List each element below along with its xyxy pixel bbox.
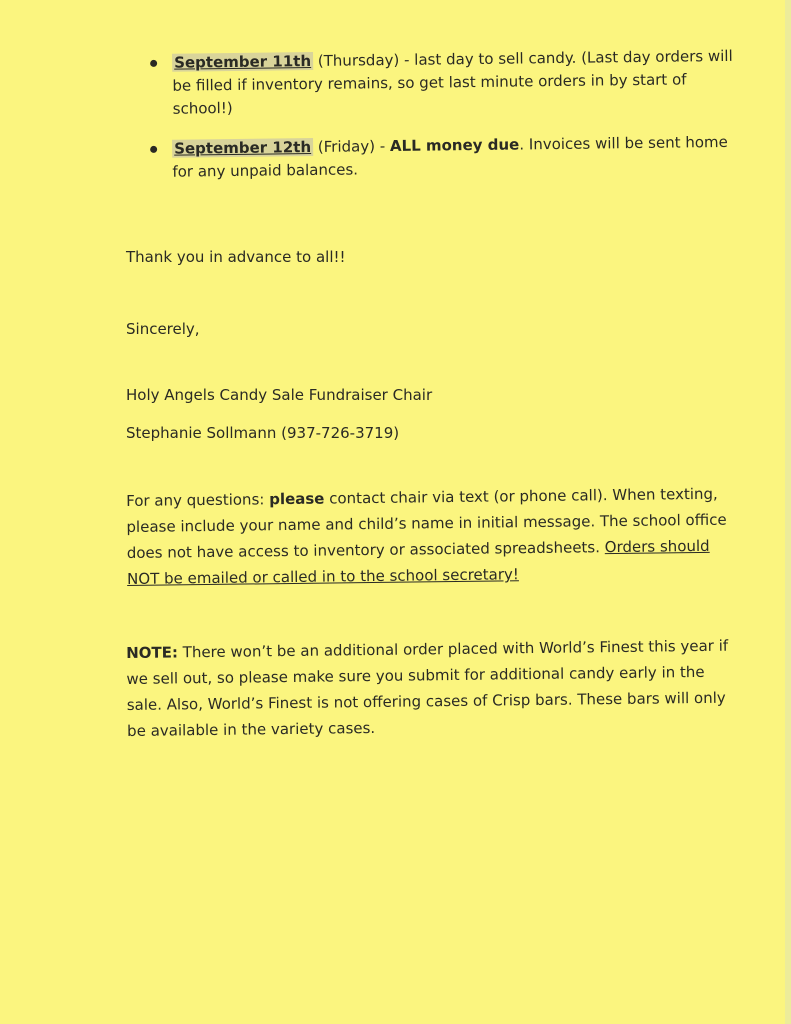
deadline-list bbox=[148, 46, 738, 201]
note-body: There won’t be an additional order placed with World’s Finest this year if we sell out, so please make sure you submit for additional candy early in the sale. Also, World’s Finest is not offering cases of Crisp bars. These bars will only be available in the variety cases. bbox=[126, 636, 729, 740]
questions-emphasis: please bbox=[269, 489, 325, 509]
deadline-item-sept-12 bbox=[148, 131, 739, 184]
deadline-emphasis: ALL money due bbox=[389, 135, 520, 156]
page-edge bbox=[785, 0, 791, 1024]
deadline-day: (Friday) bbox=[317, 137, 376, 156]
bullet-dot-icon bbox=[150, 146, 157, 153]
deadline-item-sept-11 bbox=[148, 45, 739, 121]
questions-body: contact chair via text (or phone call). When texting, please include your name and child’s name in initial message. The school office does not have access to inventory or associated spreadsheets. bbox=[126, 484, 727, 562]
questions-underlined-warning: Orders should NOT be emailed or called in to the school secretary! bbox=[127, 536, 710, 588]
deadline-text: . Invoices will be sent home for any unpaid balances. bbox=[172, 132, 728, 181]
chair-contact: Stephanie Sollmann (937-726-3719) bbox=[126, 424, 400, 442]
questions-lead: For any questions: bbox=[126, 490, 270, 510]
questions-paragraph bbox=[126, 481, 739, 592]
deadline-text: - last day to sell candy. (Last day orders will be filled if inventory remains, so get last minute orders in by start of school!) bbox=[172, 46, 733, 118]
sign-off: Sincerely, bbox=[126, 320, 200, 338]
thank-you-line: Thank you in advance to all!! bbox=[126, 248, 346, 266]
note-paragraph bbox=[126, 633, 739, 744]
bullet-dot-icon bbox=[150, 60, 157, 67]
note-label: NOTE: bbox=[126, 643, 179, 662]
deadline-separator: - bbox=[374, 137, 391, 156]
deadline-day: (Thursday) bbox=[317, 50, 400, 70]
deadline-date: September 11th bbox=[174, 52, 312, 72]
deadline-date: September 12th bbox=[174, 138, 312, 158]
chair-title: Holy Angels Candy Sale Fundraiser Chair bbox=[126, 386, 433, 404]
